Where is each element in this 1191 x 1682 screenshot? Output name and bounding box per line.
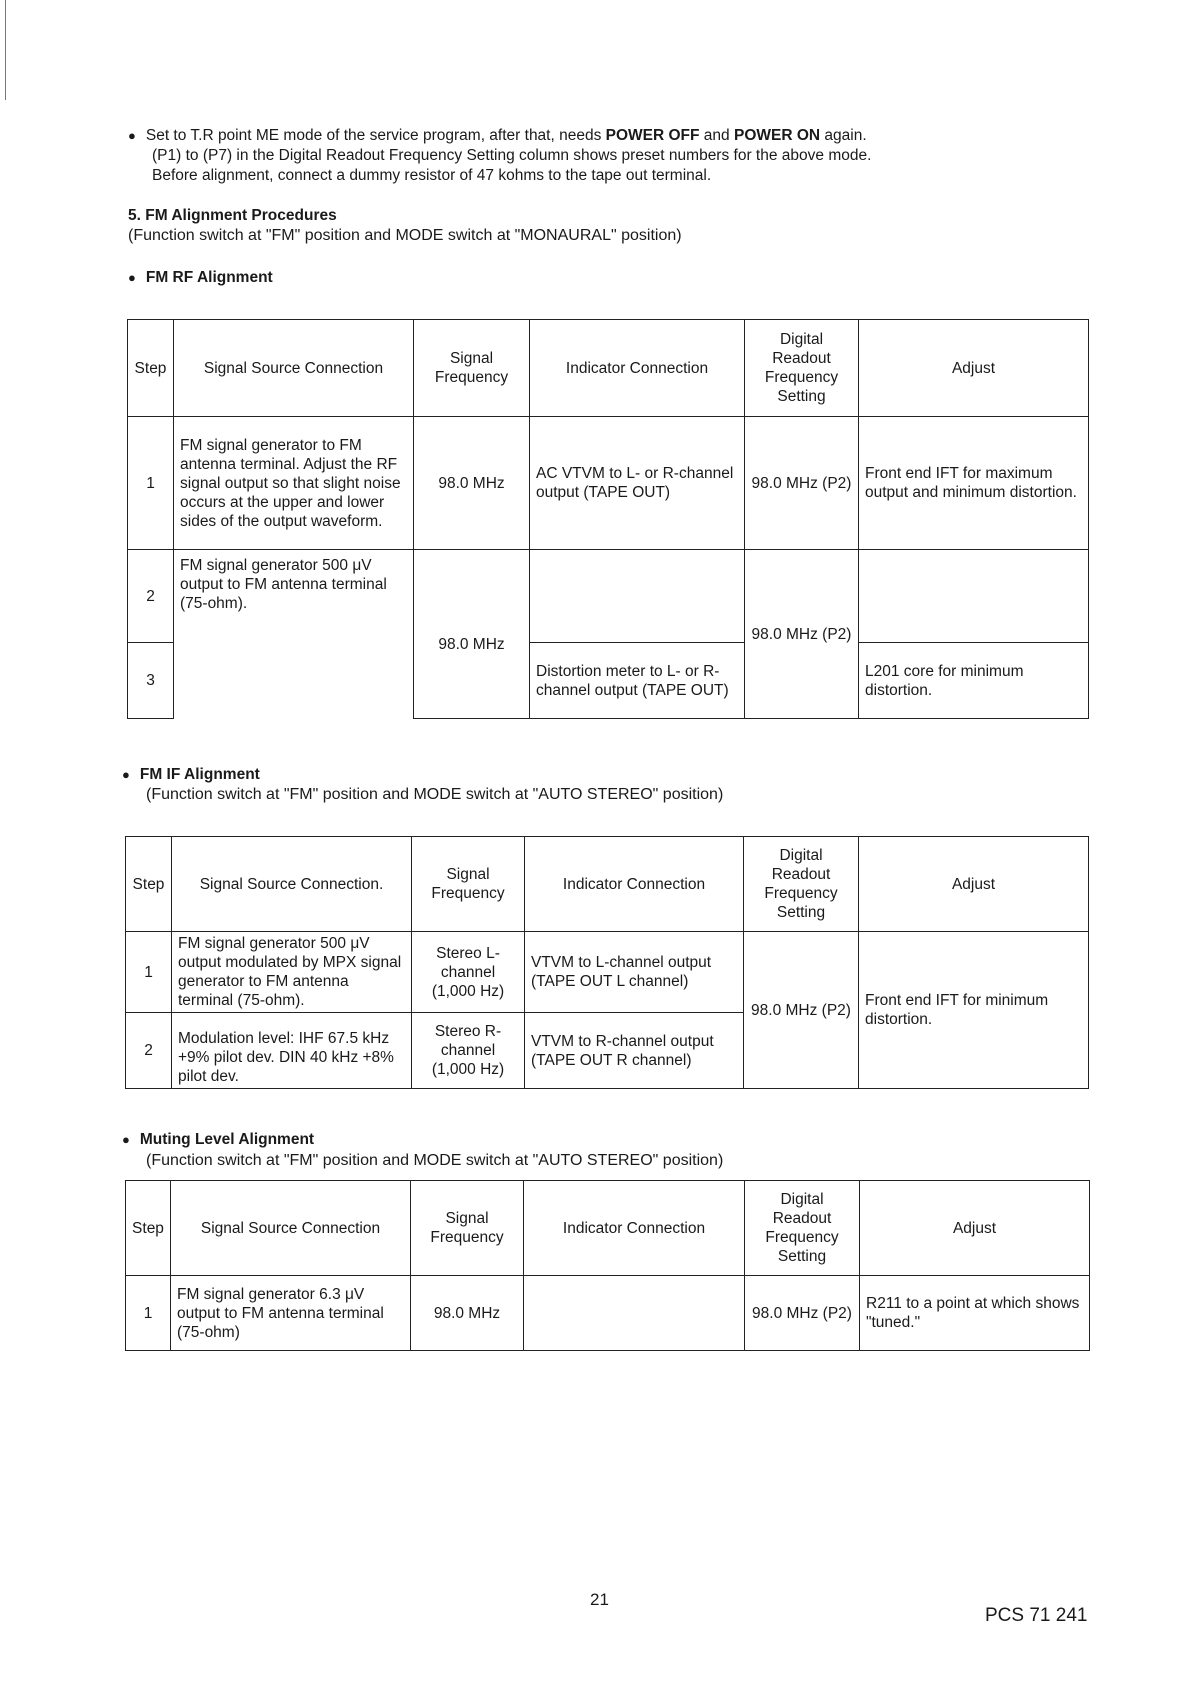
rf-header-row <box>128 320 1089 417</box>
step-cell: 2 <box>126 1013 172 1089</box>
header-adjust: Adjust <box>859 320 1089 417</box>
table-row <box>126 932 1089 1013</box>
muting-table <box>125 1180 1090 1351</box>
step-cell: 3 <box>128 643 174 719</box>
header-indicator: Indicator Connection <box>525 837 744 932</box>
table-row <box>128 550 1089 643</box>
muting-header-row <box>126 1181 1090 1276</box>
page-number: 21 <box>590 1590 609 1609</box>
intro-line-1: ● Set to T.R point ME mode of the service program, after that, needs POWER OFF and POWER ON again. <box>128 127 867 144</box>
header-indicator: Indicator Connection <box>524 1181 745 1276</box>
header-frequency: Signal Frequency <box>412 837 525 932</box>
adjust-cell: R211 to a point at which shows "tuned." <box>860 1276 1090 1351</box>
header-source: Signal Source Connection. <box>172 837 412 932</box>
header-digital: Digital Readout Frequency Setting <box>745 320 859 417</box>
bullet-icon: ● <box>122 1132 130 1147</box>
table-row <box>126 1276 1090 1351</box>
margin-line <box>5 0 6 100</box>
frequency-cell: Stereo L-channel (1,000 Hz) <box>412 932 525 1013</box>
adjust-cell: L201 core for minimum distortion. <box>859 643 1089 719</box>
source-cell: FM signal generator 500 μV output to FM antenna terminal (75-ohm). <box>174 550 414 719</box>
header-frequency: Signal Frequency <box>411 1181 524 1276</box>
indicator-cell <box>524 1276 745 1351</box>
section-title: 5. FM Alignment Procedures <box>128 207 337 224</box>
indicator-cell: Distortion meter to L- or R-channel output (TAPE OUT) <box>530 643 745 719</box>
intro-line-2: (P1) to (P7) in the Digital Readout Frequency Setting column shows preset numbers for the above mode. <box>152 147 872 164</box>
header-indicator: Indicator Connection <box>530 320 745 417</box>
digital-cell: 98.0 MHz (P2) <box>744 932 859 1089</box>
section-subtitle: (Function switch at "FM" position and MODE switch at "MONAURAL" position) <box>128 227 682 244</box>
header-step: Step <box>126 1181 171 1276</box>
bullet-icon: ● <box>122 767 130 782</box>
source-cell: FM signal generator to FM antenna terminal. Adjust the RF signal output so that slight noise occurs at the upper and lower sides of the output waveform. <box>174 417 414 550</box>
rf-table <box>127 319 1089 719</box>
header-digital: Digital Readout Frequency Setting <box>744 837 859 932</box>
document-code: PCS 71 241 <box>985 1605 1088 1626</box>
header-adjust: Adjust <box>860 1181 1090 1276</box>
if-heading: ● FM IF Alignment <box>122 766 260 783</box>
indicator-cell: VTVM to L-channel output (TAPE OUT L channel) <box>525 932 744 1013</box>
source-cell: FM signal generator 500 μV output modulated by MPX signal generator to FM antenna terminal (75-ohm). <box>172 932 412 1013</box>
if-table <box>125 836 1089 1089</box>
frequency-cell: Stereo R-channel (1,000 Hz) <box>412 1013 525 1089</box>
indicator-cell: AC VTVM to L- or R-channel output (TAPE OUT) <box>530 417 745 550</box>
step-cell: 1 <box>126 932 172 1013</box>
digital-cell: 98.0 MHz (P2) <box>745 417 859 550</box>
digital-cell: 98.0 MHz (P2) <box>745 1276 860 1351</box>
bullet-icon: ● <box>128 128 136 143</box>
header-frequency: Signal Frequency <box>414 320 530 417</box>
adjust-cell: Front end IFT for maximum output and minimum distortion. <box>859 417 1089 550</box>
source-cell: FM signal generator 6.3 μV output to FM antenna terminal (75-ohm) <box>171 1276 411 1351</box>
if-subtitle: (Function switch at "FM" position and MODE switch at "AUTO STEREO" position) <box>146 786 724 803</box>
muting-subtitle: (Function switch at "FM" position and MODE switch at "AUTO STEREO" position) <box>146 1152 724 1169</box>
header-step: Step <box>128 320 174 417</box>
frequency-cell: 98.0 MHz <box>411 1276 524 1351</box>
digital-cell: 98.0 MHz (P2) <box>745 550 859 719</box>
header-source: Signal Source Connection <box>174 320 414 417</box>
frequency-cell: 98.0 MHz <box>414 417 530 550</box>
step-cell: 1 <box>126 1276 171 1351</box>
intro-line-3: Before alignment, connect a dummy resistor of 47 kohms to the tape out terminal. <box>152 167 712 184</box>
header-adjust: Adjust <box>859 837 1089 932</box>
if-header-row <box>126 837 1089 932</box>
header-digital: Digital Readout Frequency Setting <box>745 1181 860 1276</box>
header-step: Step <box>126 837 172 932</box>
table-row <box>128 417 1089 550</box>
bullet-icon: ● <box>128 270 136 285</box>
intro-notes <box>128 126 1028 186</box>
rf-heading: ● FM RF Alignment <box>128 269 273 286</box>
adjust-cell <box>859 550 1089 643</box>
step-cell: 2 <box>128 550 174 643</box>
frequency-cell: 98.0 MHz <box>414 550 530 719</box>
muting-heading: ● Muting Level Alignment <box>122 1131 315 1148</box>
indicator-cell <box>530 550 745 643</box>
indicator-cell: VTVM to R-channel output (TAPE OUT R channel) <box>525 1013 744 1089</box>
adjust-cell: Front end IFT for minimum distortion. <box>859 932 1089 1089</box>
step-cell: 1 <box>128 417 174 550</box>
source-cell: Modulation level: IHF 67.5 kHz +9% pilot dev. DIN 40 kHz +8% pilot dev. <box>172 1013 412 1089</box>
header-source: Signal Source Connection <box>171 1181 411 1276</box>
